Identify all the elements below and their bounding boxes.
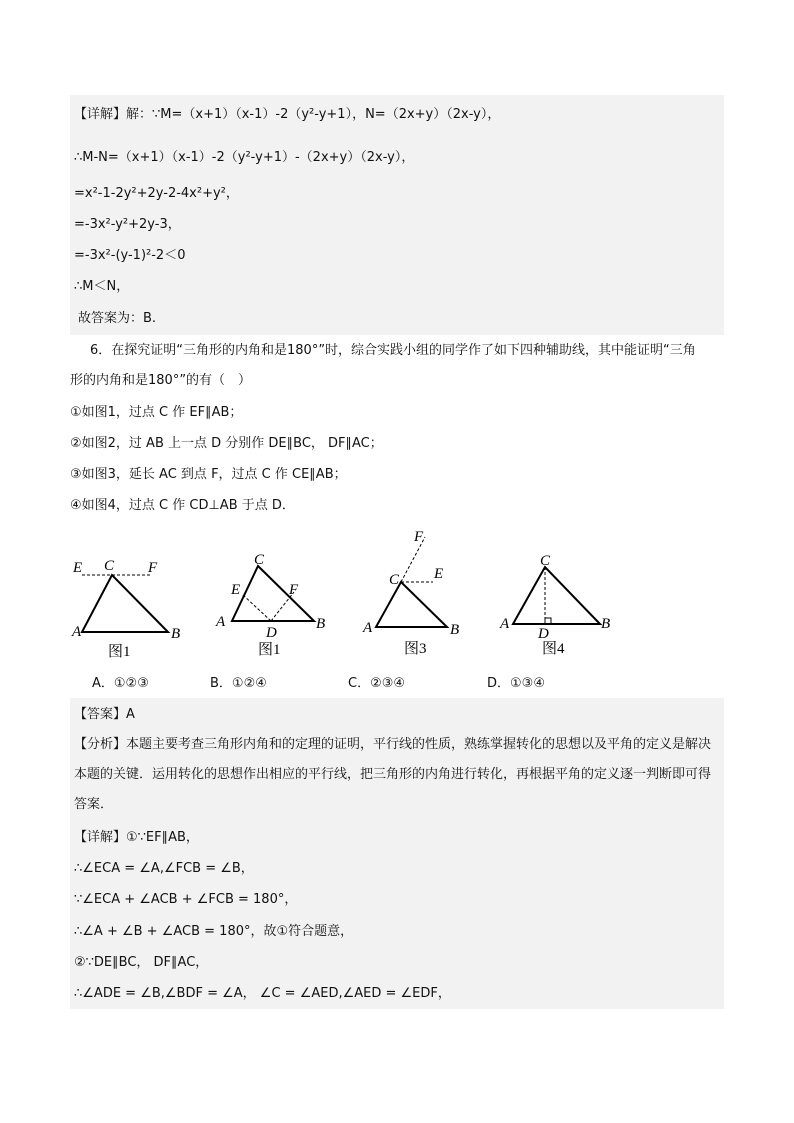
fig1-label-a: A — [72, 624, 82, 640]
fig3-label-e: E — [434, 566, 444, 582]
figure-2 — [215, 552, 325, 658]
fig4-caption: 图4 — [542, 641, 565, 657]
detail-line-3: =x²-1-2y²+2y-2-4x²+y²， — [74, 186, 239, 201]
figures — [0, 525, 794, 665]
fig2-label-a: A — [216, 614, 226, 630]
fig3-label-f: F — [414, 529, 424, 545]
detail2-line-1: 【详解】①∵EF∥AB， — [74, 830, 199, 845]
detail2-line-2: ∴∠ECA = ∠A,∠FCB = ∠B， — [74, 861, 254, 876]
fig4-label-b: B — [601, 616, 611, 632]
fig1-label-f: F — [148, 560, 158, 576]
figure-3 — [362, 529, 459, 657]
fig2-label-f: F — [289, 582, 299, 598]
statement-3: ③如图3，延长 AC 到点 F，过点 C 作 CE∥AB； — [70, 467, 347, 482]
answer-label: 【答案】A — [74, 707, 135, 722]
statement-4: ④如图4，过点 C 作 CD⊥AB 于点 D． — [70, 498, 295, 513]
fig3-label-a: A — [363, 620, 373, 636]
detail-line-6: ∴M＜N， — [74, 279, 130, 294]
fig2-label-c: C — [254, 552, 265, 568]
fig1-label-c: C — [104, 558, 115, 574]
question-stem-line-2: 形的内角和是180°”的有（ ） — [70, 373, 252, 388]
statement-2: ②如图2，过 AB 上一点 D 分别作 DE∥BC， DF∥AC； — [70, 436, 383, 451]
detail-line-1: 【详解】解：∵M=（x+1）（x-1）-2（y²-y+1），N=（2x+y）（2x-y）， — [74, 107, 501, 122]
fig2-label-d: D — [266, 625, 277, 641]
detail-line-2: ∴M-N=（x+1）（x-1）-2（y²-y+1）-（2x+y）（2x-y）， — [74, 150, 415, 165]
fig4-label-a: A — [500, 616, 510, 632]
fig4-label-c: C — [540, 553, 551, 569]
fig1-caption: 图1 — [108, 644, 131, 660]
fig3-label-c: C — [389, 572, 400, 588]
analysis-paragraph: 【分析】本题主要考查三角形内角和的定理的证明，平行线的性质，熟练掌握转化的思想以及平角的定义是解决本题的关键．运用转化的思想作出相应的平行线，把三角形的内角进行转化，再根据平角的定义逐一判断即可得答案． — [74, 737, 712, 812]
detail2-line-4: ∴∠A + ∠B + ∠ACB = 180°，故①符合题意， — [74, 924, 354, 939]
detail2-line-6: ∴∠ADE = ∠B,∠BDF = ∠A， ∠C = ∠AED,∠AED = ∠EDF， — [74, 986, 451, 1001]
fig3-caption: 图3 — [404, 641, 427, 657]
detail-line-5: =-3x²-(y-1)²-2＜0 — [74, 248, 186, 263]
detail-line-4: =-3x²-y²+2y-3， — [74, 217, 181, 232]
detail2-line-3: ∵∠ECA + ∠ACB + ∠FCB = 180°， — [74, 892, 298, 907]
fig1-label-e: E — [73, 560, 83, 576]
question-stem-line-1: 6．在探究证明“三角形的内角和是180°”时，综合实践小组的同学作了如下四种辅助线，其中能证明“三角 — [90, 343, 696, 358]
option-d[interactable]: D．①③④ — [487, 676, 545, 691]
fig2-label-e: E — [231, 582, 241, 598]
detail2-line-5: ②∵DE∥BC， DF∥AC， — [74, 955, 209, 970]
fig4-label-d: D — [538, 626, 549, 642]
figure-1 — [71, 558, 180, 660]
fig2-caption: 图1 — [258, 642, 281, 658]
answer-line: 故答案为：B. — [78, 311, 157, 326]
solution-block-1 — [70, 95, 724, 335]
statement-1: ①如图1，过点 C 作 EF∥AB； — [70, 405, 243, 420]
option-b[interactable]: B．①②④ — [210, 676, 267, 691]
fig1-label-b: B — [171, 626, 181, 642]
option-a[interactable]: A．①②③ — [92, 676, 149, 691]
option-c[interactable]: C．②③④ — [348, 676, 406, 691]
fig3-label-b: B — [450, 622, 460, 638]
figure-4 — [499, 553, 610, 657]
fig2-label-b: B — [316, 616, 326, 632]
